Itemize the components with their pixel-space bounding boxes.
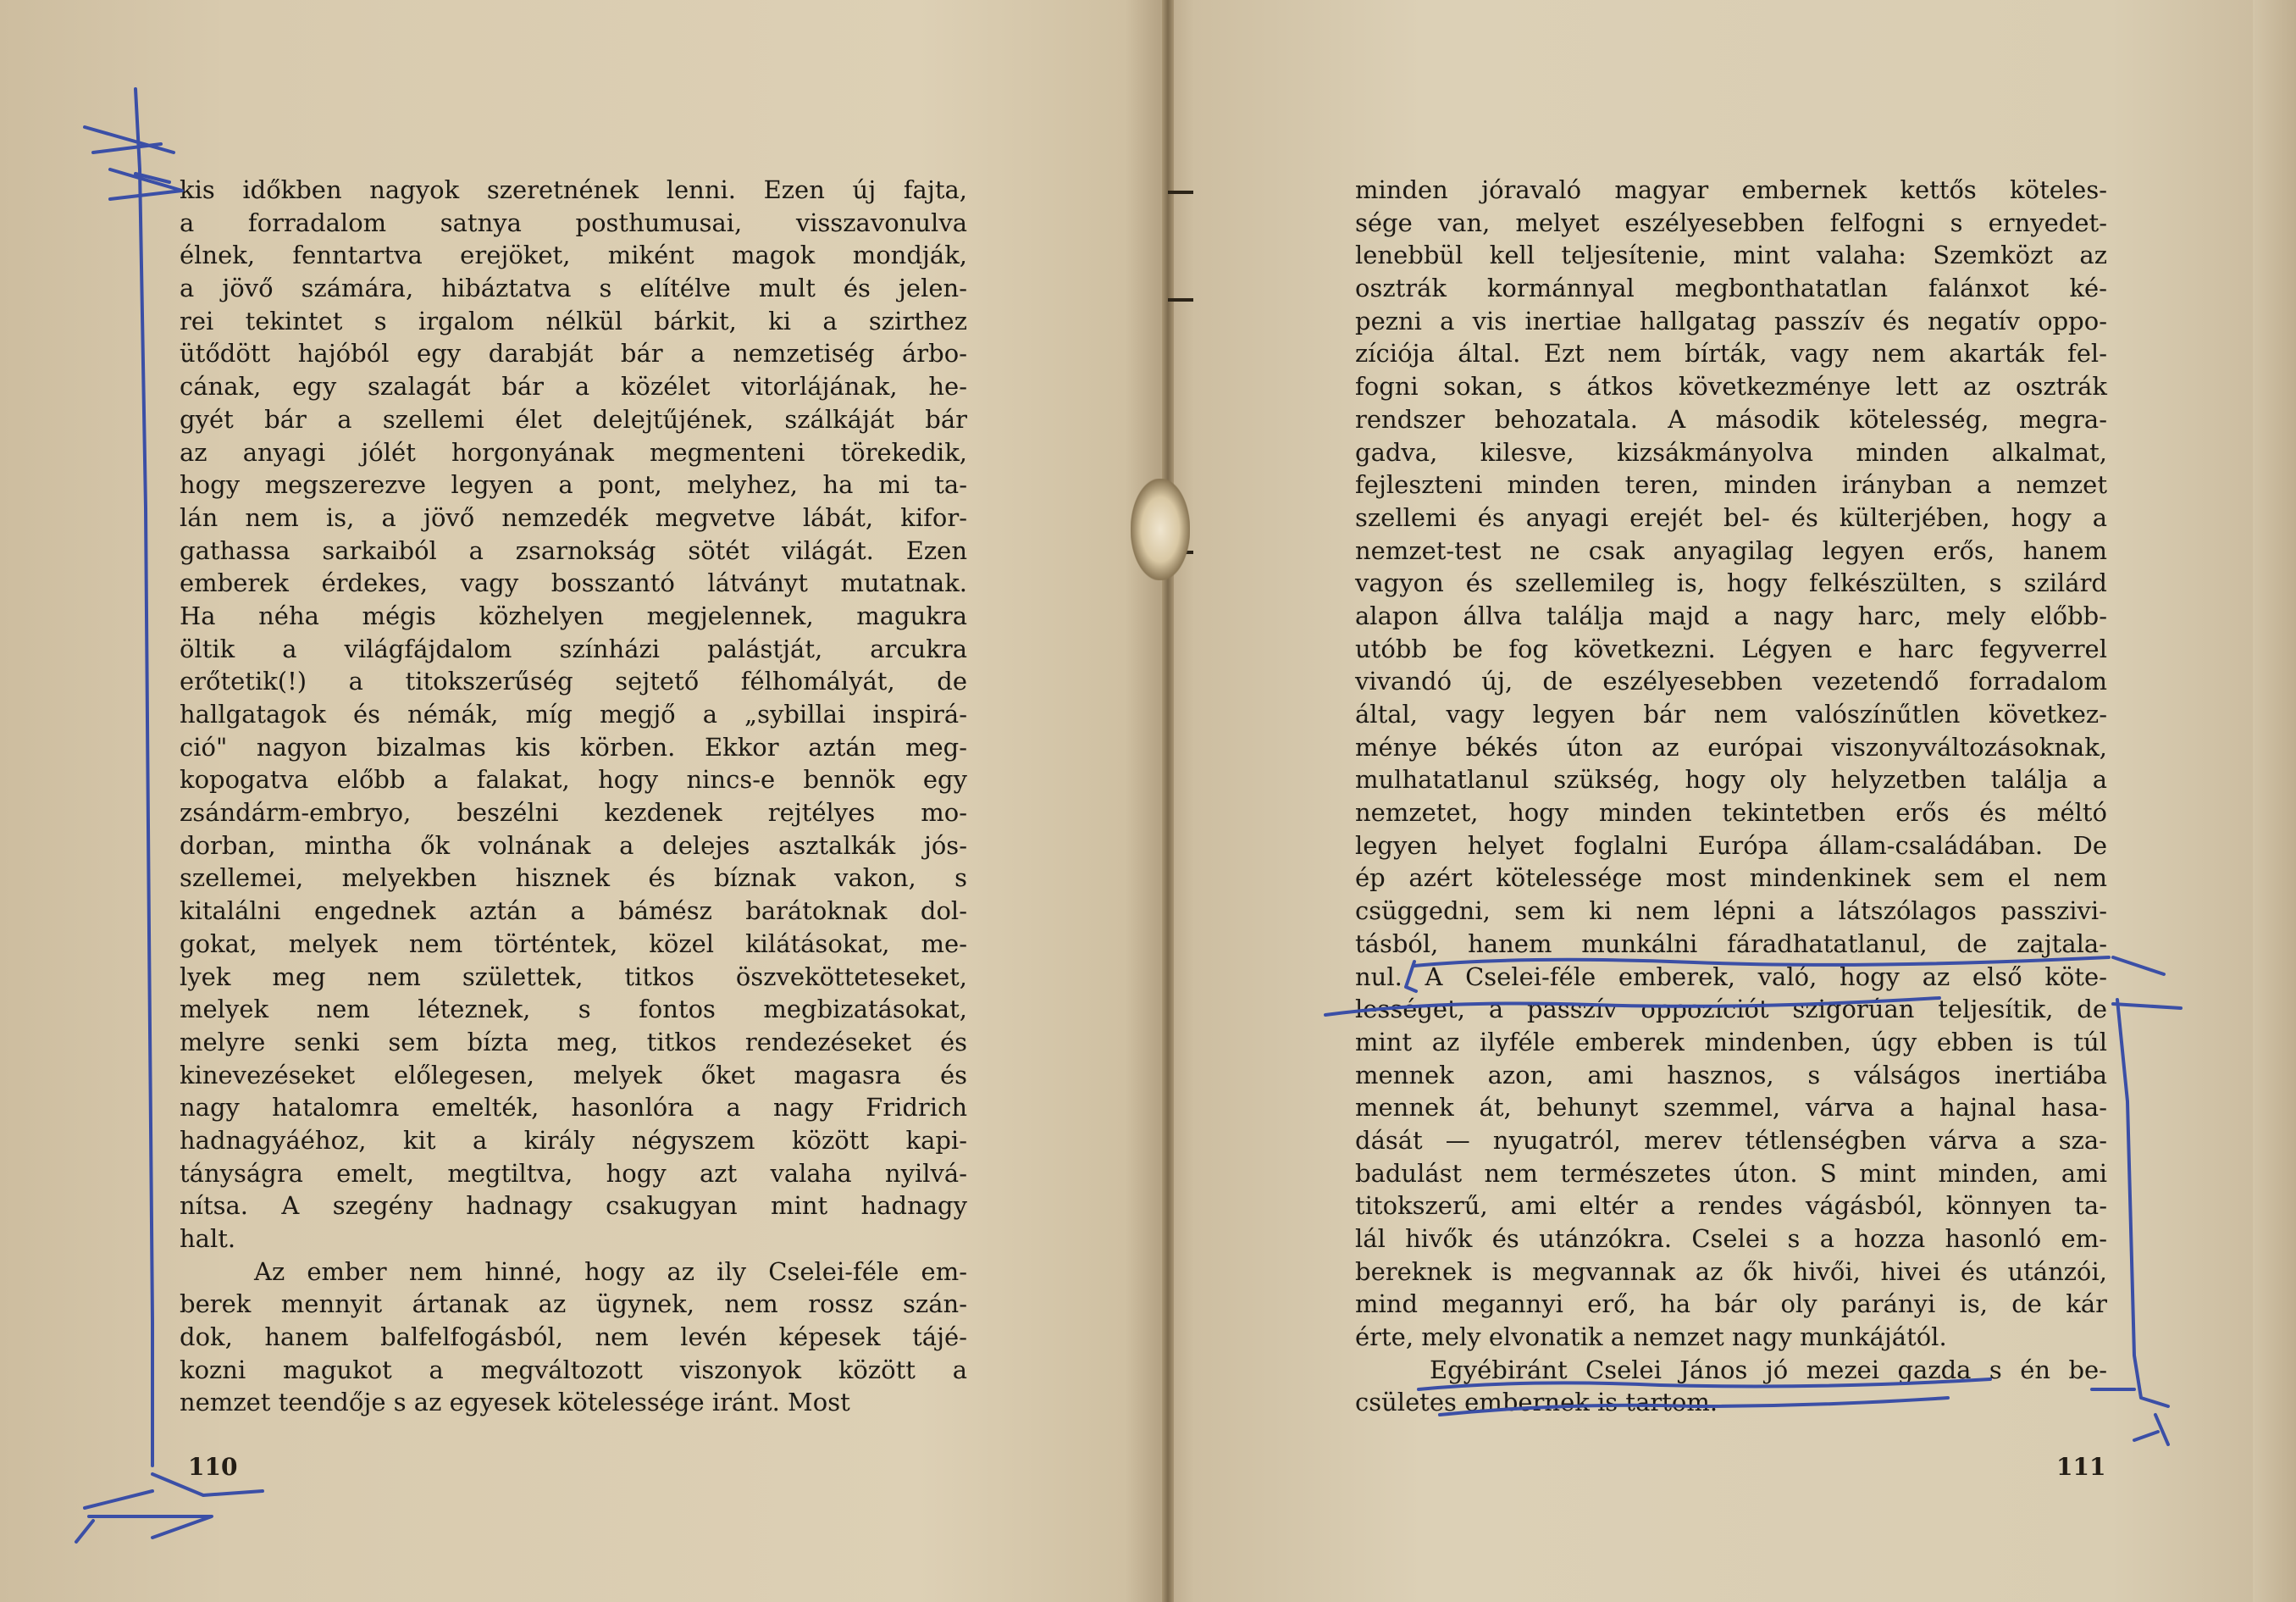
text-line: fogni sokan, s átkos következménye lett az osztrák	[1355, 372, 2107, 402]
text-line: sége van, melyet eszélyesebben felfogni s ernyedet-	[1355, 208, 2107, 237]
text-line: zíciója által. Ezt nem bírták, vagy nem akarták fel-	[1355, 339, 2107, 369]
text-line: csületes embernek is tartom.	[1355, 1388, 1718, 1417]
text-line: nemzetet, hogy minden tekintetben erős és méltó	[1355, 798, 2107, 828]
text-line: csüggedni, sem ki nem lépni a látszólagos passzivi-	[1355, 896, 2107, 926]
text-line: kozni magukot a megváltozott viszonyok között a	[180, 1355, 967, 1384]
text-line: rei tekintet s irgalom nélkül bárkit, ki a szirthez	[180, 306, 967, 335]
text-line: lál hivők és utánzókra. Cselei s a hozza hasonló em-	[1355, 1224, 2107, 1253]
text-line: fejleszteni minden teren, minden irányban a nemzet	[1355, 470, 2107, 500]
text-line: Ha néha mégis közhelyen megjelennek, magukra	[180, 601, 967, 630]
text-line: utóbb be fog következni. Légyen e harc fegyverrel	[1355, 634, 2107, 663]
text-line: által, vagy legyen bár nem valószínűtlen következ-	[1355, 700, 2107, 729]
text-line: lességet, a passzív oppozíciót szigorúan teljesítik, de	[1355, 995, 2107, 1024]
text-line: élnek, fenntartva erejöket, miként magok mondják,	[180, 241, 967, 270]
margin-arrow-top	[85, 127, 182, 199]
text-line: alapon állva találja majd a nagy harc, mely előbb-	[1355, 601, 2107, 630]
text-line: az anyagi jólét horgonyának megmenteni törekedik,	[180, 437, 967, 467]
text-line: Egyébiránt Cselei János jó mezei gazda s én be-	[1430, 1355, 2107, 1384]
text-line: mind megannyi erő, ha bár oly parányi is, de kár	[1355, 1289, 2107, 1319]
text-line: nemzet-test ne csak anyagilag legyen erős, hanem	[1355, 535, 2107, 565]
text-line: berek mennyit ártanak az ügynek, nem rossz szán-	[180, 1289, 967, 1319]
text-line: bereknek is megvannak az ők hivői, hivei és utánzói,	[1355, 1256, 2107, 1286]
left-page-number: 110	[188, 1453, 238, 1481]
right-page-number: 111	[2056, 1453, 2106, 1481]
text-line: dok, hanem balfelfogásból, nem levén képesek tájé-	[180, 1322, 967, 1352]
text-line: gathassa sarkaiból a zsarnokság sötét világát. Ezen	[180, 535, 967, 565]
text-line: szellemi és anyagi erejét bel- és külterjében, hogy a	[1355, 502, 2107, 532]
page-edge	[2253, 0, 2296, 1602]
left-page-text	[180, 174, 967, 1419]
text-line: vivandó új, de eszélyesebben vezetendő forradalom	[1355, 667, 2107, 696]
text-line: öltik a világfájdalom színházi palástját, arcukra	[180, 634, 967, 663]
text-line: kitalálni engednek aztán a bámész barátoknak dol-	[180, 896, 967, 926]
text-line: mennek át, behunyt szemmel, várva a hajnal hasa-	[1355, 1093, 2107, 1123]
text-line: lán nem is, a jövő nemzedék megvetve lábát, kifor-	[180, 502, 967, 532]
right-page-text	[1355, 174, 2107, 1419]
text-line: badulást nem természetes úton. S mint minden, ami	[1355, 1158, 2107, 1188]
text-line: tányságra emelt, megtiltva, hogy azt valaha nyilvá-	[180, 1158, 967, 1188]
text-line: hogy megszerezve legyen a pont, melyhez, ha mi ta-	[180, 470, 967, 500]
binding-stitch	[1168, 298, 1193, 302]
text-line: titokszerű, ami eltér a rendes vágásból, könnyen ta-	[1355, 1191, 2107, 1221]
text-line: halt.	[180, 1224, 236, 1253]
page-tear	[1131, 479, 1190, 580]
text-line: lyek meg nem születtek, titkos öszvekötteteseket,	[180, 962, 967, 991]
text-line: emberek érdekes, vagy bosszantó látványt mutatnak.	[180, 568, 967, 598]
text-line: hadnagyáéhoz, kit a király négyszem között kapi-	[180, 1125, 967, 1155]
text-line: Az ember nem hinné, hogy az ily Cselei-féle em-	[254, 1256, 967, 1286]
text-line: kopogatva előbb a falakat, hogy nincs-e bennök egy	[180, 765, 967, 795]
text-line: vagyon és szellemileg is, hogy felkészülten, s szilárd	[1355, 568, 2107, 598]
book-gutter	[1162, 0, 1174, 1602]
margin-arrow-bottom	[76, 1474, 263, 1542]
text-line: osztrák kormánnyal megbonthatatlan falánxot ké-	[1355, 274, 2107, 303]
text-line: kinevezéseket előlegesen, melyek őket magasra és	[180, 1060, 967, 1089]
text-line: mulhatatlanul szükség, hogy oly helyzetben találja a	[1355, 765, 2107, 795]
text-line: mennek azon, ami hasznos, s válságos inertiába	[1355, 1060, 2107, 1089]
text-line: melyek nem léteznek, s fontos megbizatásokat,	[180, 995, 967, 1024]
text-line: ció" nagyon bizalmas kis körben. Ekkor aztán meg-	[180, 732, 967, 762]
right-margin-marks	[2134, 1415, 2168, 1444]
text-line: lenebbül kell teljesítenie, mint valaha: Szemközt az	[1355, 241, 2107, 270]
text-line: rendszer behozatala. A második kötelesség, megra-	[1355, 404, 2107, 434]
text-line: melyre senki sem bízta meg, titkos rendezéseket és	[180, 1027, 967, 1056]
margin-bracket-line	[136, 89, 152, 1466]
text-line: cának, egy szalagát bár a közélet vitorlájának, he-	[180, 372, 967, 402]
text-line: nemzet teendője s az egyesek kötelessége iránt. Most	[180, 1388, 850, 1417]
text-line: nagy hatalomra emelték, hasonlóra a nagy Fridrich	[180, 1093, 967, 1123]
binding-stitch	[1168, 191, 1193, 194]
text-line: gokat, melyek nem történtek, közel kilátásokat, me-	[180, 928, 967, 958]
text-line: a jövő számára, hibáztatva s elítélve mult és jelen-	[180, 274, 967, 303]
text-line: mint az ilyféle emberek mindenben, úgy ebben is túl	[1355, 1027, 2107, 1056]
text-line: nítsa. A szegény hadnagy csakugyan mint hadnagy	[180, 1191, 967, 1221]
text-line: erőtetik(!) a titokszerűség sejtető félhomályát, de	[180, 667, 967, 696]
text-line: dorban, mintha ők volnának a delejes asztalkák jós-	[180, 830, 967, 860]
text-line: ménye békés úton az európai viszonyváltozásoknak,	[1355, 732, 2107, 762]
text-line: tásból, hanem munkálni fáradhatatlanul, de zajtala-	[1355, 928, 2107, 958]
text-line: zsándárm-embryo, beszélni kezdenek rejtélyes mo-	[180, 798, 967, 828]
text-line: a forradalom satnya posthumusai, visszavonulva	[180, 208, 967, 237]
text-line: gyét bár a szellemi élet delejtűjének, szálkáját bár	[180, 404, 967, 434]
text-line: ütődött hajóból egy darabját bár a nemzetiség árbo-	[180, 339, 967, 369]
text-line: dását — nyugatról, merev tétlenségben várva a sza-	[1355, 1125, 2107, 1155]
text-line: szellemei, melyekben hisznek és bíznak vakon, s	[180, 863, 967, 893]
text-line: gadva, kilesve, kizsákmányolva minden alkalmat,	[1355, 437, 2107, 467]
text-line: pezni a vis inertiae hallgatag passzív és negatív oppo-	[1355, 306, 2107, 335]
text-line: ép azért kötelessége most mindenkinek sem el nem	[1355, 863, 2107, 893]
text-line: hallgatagok és némák, míg megjő a „sybillai inspirá-	[180, 700, 967, 729]
text-line: minden jóravaló magyar embernek kettős köteles-	[1355, 175, 2107, 204]
text-line: legyen helyet foglalni Európa állam-családában. De	[1355, 830, 2107, 860]
text-line: kis időkben nagyok szeretnének lenni. Ezen új fajta,	[180, 175, 967, 204]
text-line: nul. A Cselei-féle emberek, való, hogy az első köte-	[1355, 962, 2107, 991]
text-line: érte, mely elvonatik a nemzet nagy munkájától.	[1355, 1322, 1947, 1352]
